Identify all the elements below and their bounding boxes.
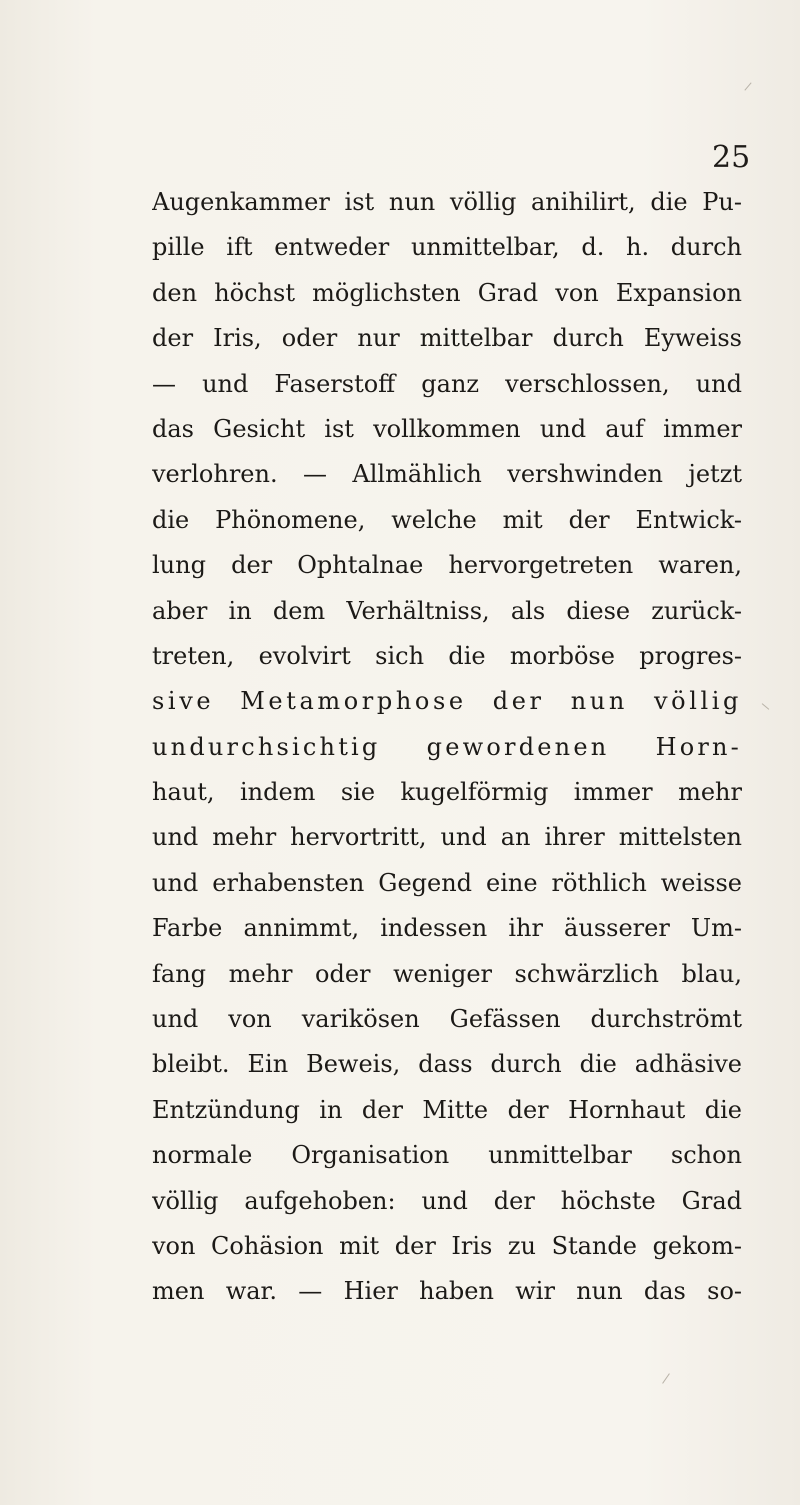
text-line: aber in dem Verhältniss, als diese zurück- [152, 596, 742, 625]
paper-speck [662, 1373, 670, 1383]
text-line: der Iris, oder nur mittelbar durch Eyweiss [152, 324, 742, 353]
text-line: von Cohäsion mit der Iris zu Stande gekom- [152, 1231, 742, 1260]
paper-speck [762, 703, 770, 710]
text-line: lung der Ophtalnae hervorgetreten waren, [152, 551, 742, 580]
text-line: haut, indem sie kugelförmig immer mehr [152, 778, 742, 807]
text-line: men war. — Hier haben wir nun das so- [152, 1277, 742, 1306]
text-line: und von varikösen Gefässen durchströmt [152, 1005, 742, 1034]
text-line: Augenkammer ist nun völlig anihilirt, die Pu- [152, 188, 742, 216]
text-line: undurchsichtig gewordenen Horn- [152, 732, 742, 761]
text-line: völlig aufgehoben: und der höchste Grad [152, 1186, 742, 1215]
text-line: und erhabensten Gegend eine röthlich weisse [152, 868, 742, 897]
text-line: normale Organisation unmittelbar schon [152, 1141, 742, 1170]
text-line: Farbe annimmt, indessen ihr äusserer Um- [152, 914, 742, 943]
text-line: bleibt. Ein Beweis, dass durch die adhäsive [152, 1050, 742, 1079]
paper-speck [744, 82, 751, 90]
text-line: Entzündung in der Mitte der Hornhaut die [152, 1095, 742, 1124]
text-line: fang mehr oder weniger schwärzlich blau, [152, 959, 742, 988]
text-line: sive Metamorphose der nun völlig [152, 687, 742, 716]
text-line: den höchst möglichsten Grad von Expansion [152, 278, 742, 307]
text-line: treten, evolvirt sich die morböse progres- [152, 641, 742, 670]
text-line: — und Faserstoff ganz verschlossen, und [152, 369, 742, 398]
text-line: das Gesicht ist vollkommen und auf immer [152, 414, 742, 443]
text-line: verlohren. — Allmählich vershwinden jetzt [152, 460, 742, 489]
page-number: 25 [712, 140, 751, 175]
text-line: und mehr hervortritt, und an ihrer mittelsten [152, 823, 742, 852]
body-text [152, 180, 742, 1315]
text-line: pille ift entweder unmittelbar, d. h. durch [152, 233, 742, 262]
text-line: die Phönomene, welche mit der Entwick- [152, 505, 742, 534]
